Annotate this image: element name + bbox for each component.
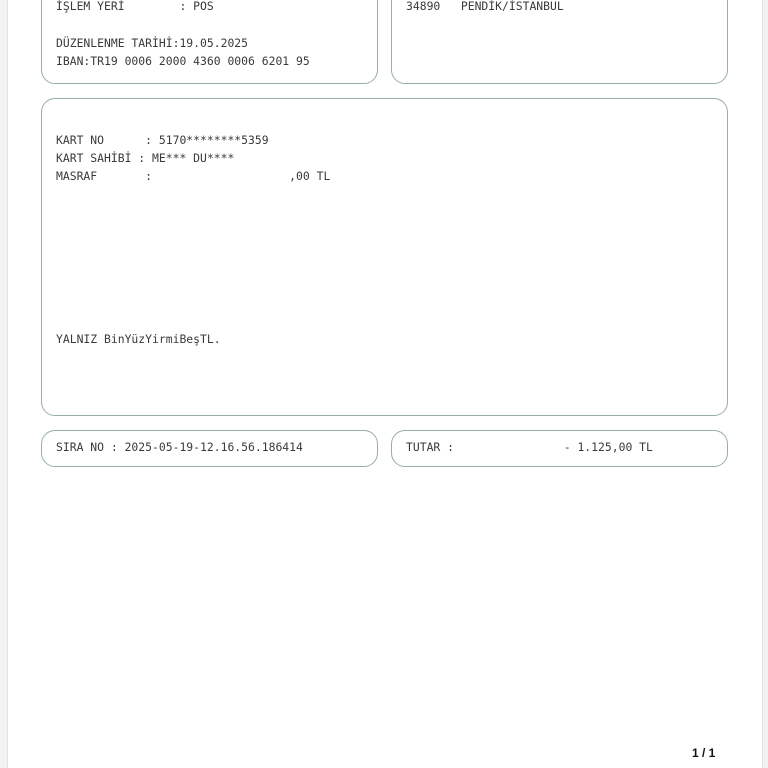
page-number: 1 / 1 xyxy=(692,746,716,760)
duzenlenme-tarihi-line: DÜZENLENME TARİHİ:19.05.2025 xyxy=(56,36,249,50)
iban-line: IBAN:TR19 0006 2000 4360 0006 6201 95 xyxy=(56,54,310,68)
islem-yeri-line: İŞLEM YERİ : POS xyxy=(56,0,214,13)
kart-sahibi-line: KART SAHİBİ : ME*** DU**** xyxy=(56,151,235,165)
amount-in-words: YALNIZ BinYüzYirmiBeşTL. xyxy=(56,332,221,346)
address-line: 34890 PENDİK/İSTANBUL xyxy=(406,0,564,13)
sira-no-line: SIRA NO : 2025-05-19-12.16.56.186414 xyxy=(56,440,303,454)
tutar-line: TUTAR : - 1.125,00 TL xyxy=(406,440,653,454)
kart-no-line: KART NO : 5170********5359 xyxy=(56,133,269,147)
document-page xyxy=(7,0,763,768)
masraf-line: MASRAF : ,00 TL xyxy=(56,169,331,183)
